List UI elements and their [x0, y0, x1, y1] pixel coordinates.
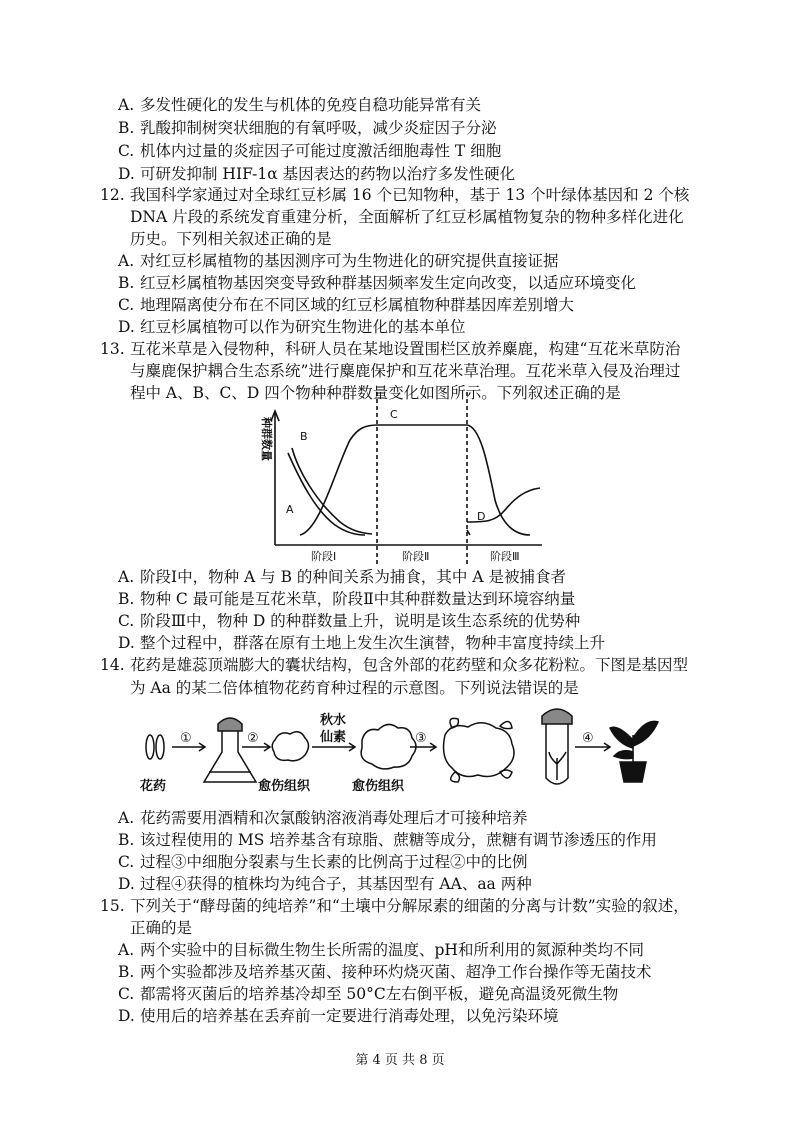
q11-option-a: A. 多发性硬化的发生与机体的免疫自稳功能异常有关	[118, 96, 482, 114]
q13-option-a: A. 阶段Ⅰ中，物种 A 与 B 的种间关系为捕食，其中 A 是被捕食者	[118, 568, 566, 586]
q15-option-a: A. 两个实验中的目标微生物生长所需的温度、pH和所利用的氮源种类均不同	[118, 941, 644, 959]
y-axis-label: 种群数量	[260, 417, 273, 461]
page-footer: 第 4 页 共 8 页	[355, 1053, 445, 1068]
q12-option-d: D. 红豆杉属植物可以作为研究生物进化的基本单位	[118, 318, 466, 336]
callus-small-icon	[272, 732, 308, 761]
q14-option-a: A. 花药需要用酒精和次氯酸钠溶液消毒处理后才可接种培养	[118, 809, 528, 827]
q12-option-c: C. 地理隔离使分布在不同区域的红豆杉属植物种群基因库差别增大	[118, 296, 575, 314]
stage-label-3: 阶段Ⅲ	[490, 550, 520, 563]
bud-icon-4	[500, 770, 512, 778]
flask-plug	[218, 718, 242, 731]
q11-option-b: B. 乳酸抑制树突状细胞的有氧呼吸，减少炎症因子分泌	[118, 119, 497, 137]
reagent-line-1: 秋水	[320, 713, 347, 728]
anther-label: 花药	[140, 779, 167, 794]
q13-stem-line-3: 程中 A、B、C、D 四个物种种群数量变化如图所示。下列叙述正确的是	[130, 384, 621, 402]
anther-icon-2	[156, 735, 164, 759]
q14-option-d: D. 过程④获得的植株均为纯合子，其基因型有 AA、aa 两种	[118, 875, 532, 893]
q12-option-b: B. 红豆杉属植物基因突变导致种群基因频率发生定向改变，以适应环境变化	[118, 274, 637, 292]
anther-icon-1	[146, 735, 154, 759]
step-2-label: ②	[247, 731, 259, 746]
q14-stem-line-1: 14. 花药是雄蕊顶端膨大的囊状结构，包含外部的花药壁和众多花粉粒。下图是基因型	[100, 656, 689, 674]
step-4-label: ④	[582, 731, 594, 746]
bud-icon-2	[500, 721, 512, 728]
seedling-in-tube	[549, 752, 566, 780]
callus-label-2: 愈伤组织	[352, 779, 405, 794]
q14-stem-line-2: 为 Aa 的某二倍体植物花药育种过程的示意图。下列说法错误的是	[130, 679, 579, 697]
curve-label-b: B	[300, 430, 308, 443]
reagent-line-2: 仙素	[320, 730, 347, 745]
q13-option-d: D. 整个过程中，群落在原有土地上发生次生演替，物种丰富度持续上升	[118, 634, 606, 652]
q15-stem-line-1: 15. 下列关于“酵母菌的纯培养”和“土壤中分解尿素的细菌的分离与计数”实验的叙述，	[100, 897, 689, 915]
q12-stem-line-2: DNA 片段的系统发育重建分析，全面解析了红豆杉属植物复杂的物种多样化进化	[130, 208, 684, 226]
bud-icon-3	[451, 772, 460, 782]
q15-option-c: C. 都需将灭菌后的培养基冷却至 50°C左右倒平板，避免高温烫死微生物	[118, 985, 619, 1003]
plant-leaf-2	[633, 721, 658, 746]
curve-label-d: D	[477, 510, 486, 523]
q12-stem-line-1: 12. 我国科学家通过对全球红豆杉属 16 个已知物种，基于 13 个叶绿体基因和 2 个核	[100, 186, 690, 204]
q13-option-c: C. 阶段Ⅲ中，物种 D 的种群数量上升，说明是该生态系统的优势种	[118, 612, 581, 630]
stage-label-1: 阶段Ⅰ	[311, 550, 337, 563]
plant-leaf-3	[614, 751, 633, 759]
q14-option-b: B. 该过程使用的 MS 培养基含有琼脂、蔗糖等成分，蔗糖有调节渗透压的作用	[118, 831, 657, 849]
callus-label-1: 愈伤组织	[258, 779, 311, 794]
q15-stem-line-2: 正确的是	[130, 919, 193, 937]
test-tube-plug	[542, 709, 572, 724]
q13-option-b: B. 物种 C 最可能是互花米草，阶段Ⅱ中其种群数量达到环境容纳量	[118, 590, 576, 608]
curve-label-a: A	[286, 503, 294, 516]
q15-option-b: B. 两个实验都涉及培养基灭菌、接种环灼烧灭菌、超净工作台操作等无菌技术	[118, 963, 652, 981]
q13-stem-line-2: 与麋鹿保护耦合生态系统”进行麋鹿保护和互花米草治理。互花米草入侵及治理过	[130, 362, 681, 380]
plant-pot-icon	[620, 762, 646, 782]
q15-option-d: D. 使用后的培养基在丢弃前一定要进行消毒处理，以免污染环境	[118, 1007, 559, 1025]
q12-stem-line-3: 历史。下列相关叙述正确的是	[130, 230, 332, 248]
curve-label-c: C	[390, 408, 398, 421]
q12-option-a: A. 对红豆杉属植物的基因测序可为生物进化的研究提供直接证据	[118, 252, 559, 270]
callus-large-icon	[361, 724, 416, 768]
step-1-label: ①	[180, 731, 192, 746]
stage-label-2: 阶段Ⅱ	[402, 550, 430, 563]
q14-option-c: C. 过程③中细胞分裂素与生长素的比例高于过程②中的比例	[118, 853, 528, 871]
embryoid-cluster-icon	[444, 723, 514, 777]
q11-option-c: C. 机体内过量的炎症因子可能过度激活细胞毒性 T 细胞	[118, 142, 502, 160]
step-3-label: ③	[415, 731, 427, 746]
plant-leaf-1	[610, 727, 633, 748]
q13-stem-line-1: 13. 互花米草是入侵物种，科研人员在某地设置围栏区放养麋鹿，构建“互花米草防治	[100, 340, 681, 358]
q11-option-d: D. 可研发抑制 HIF-1α 基因表达的药物以治疗多发性硬化	[118, 165, 516, 183]
